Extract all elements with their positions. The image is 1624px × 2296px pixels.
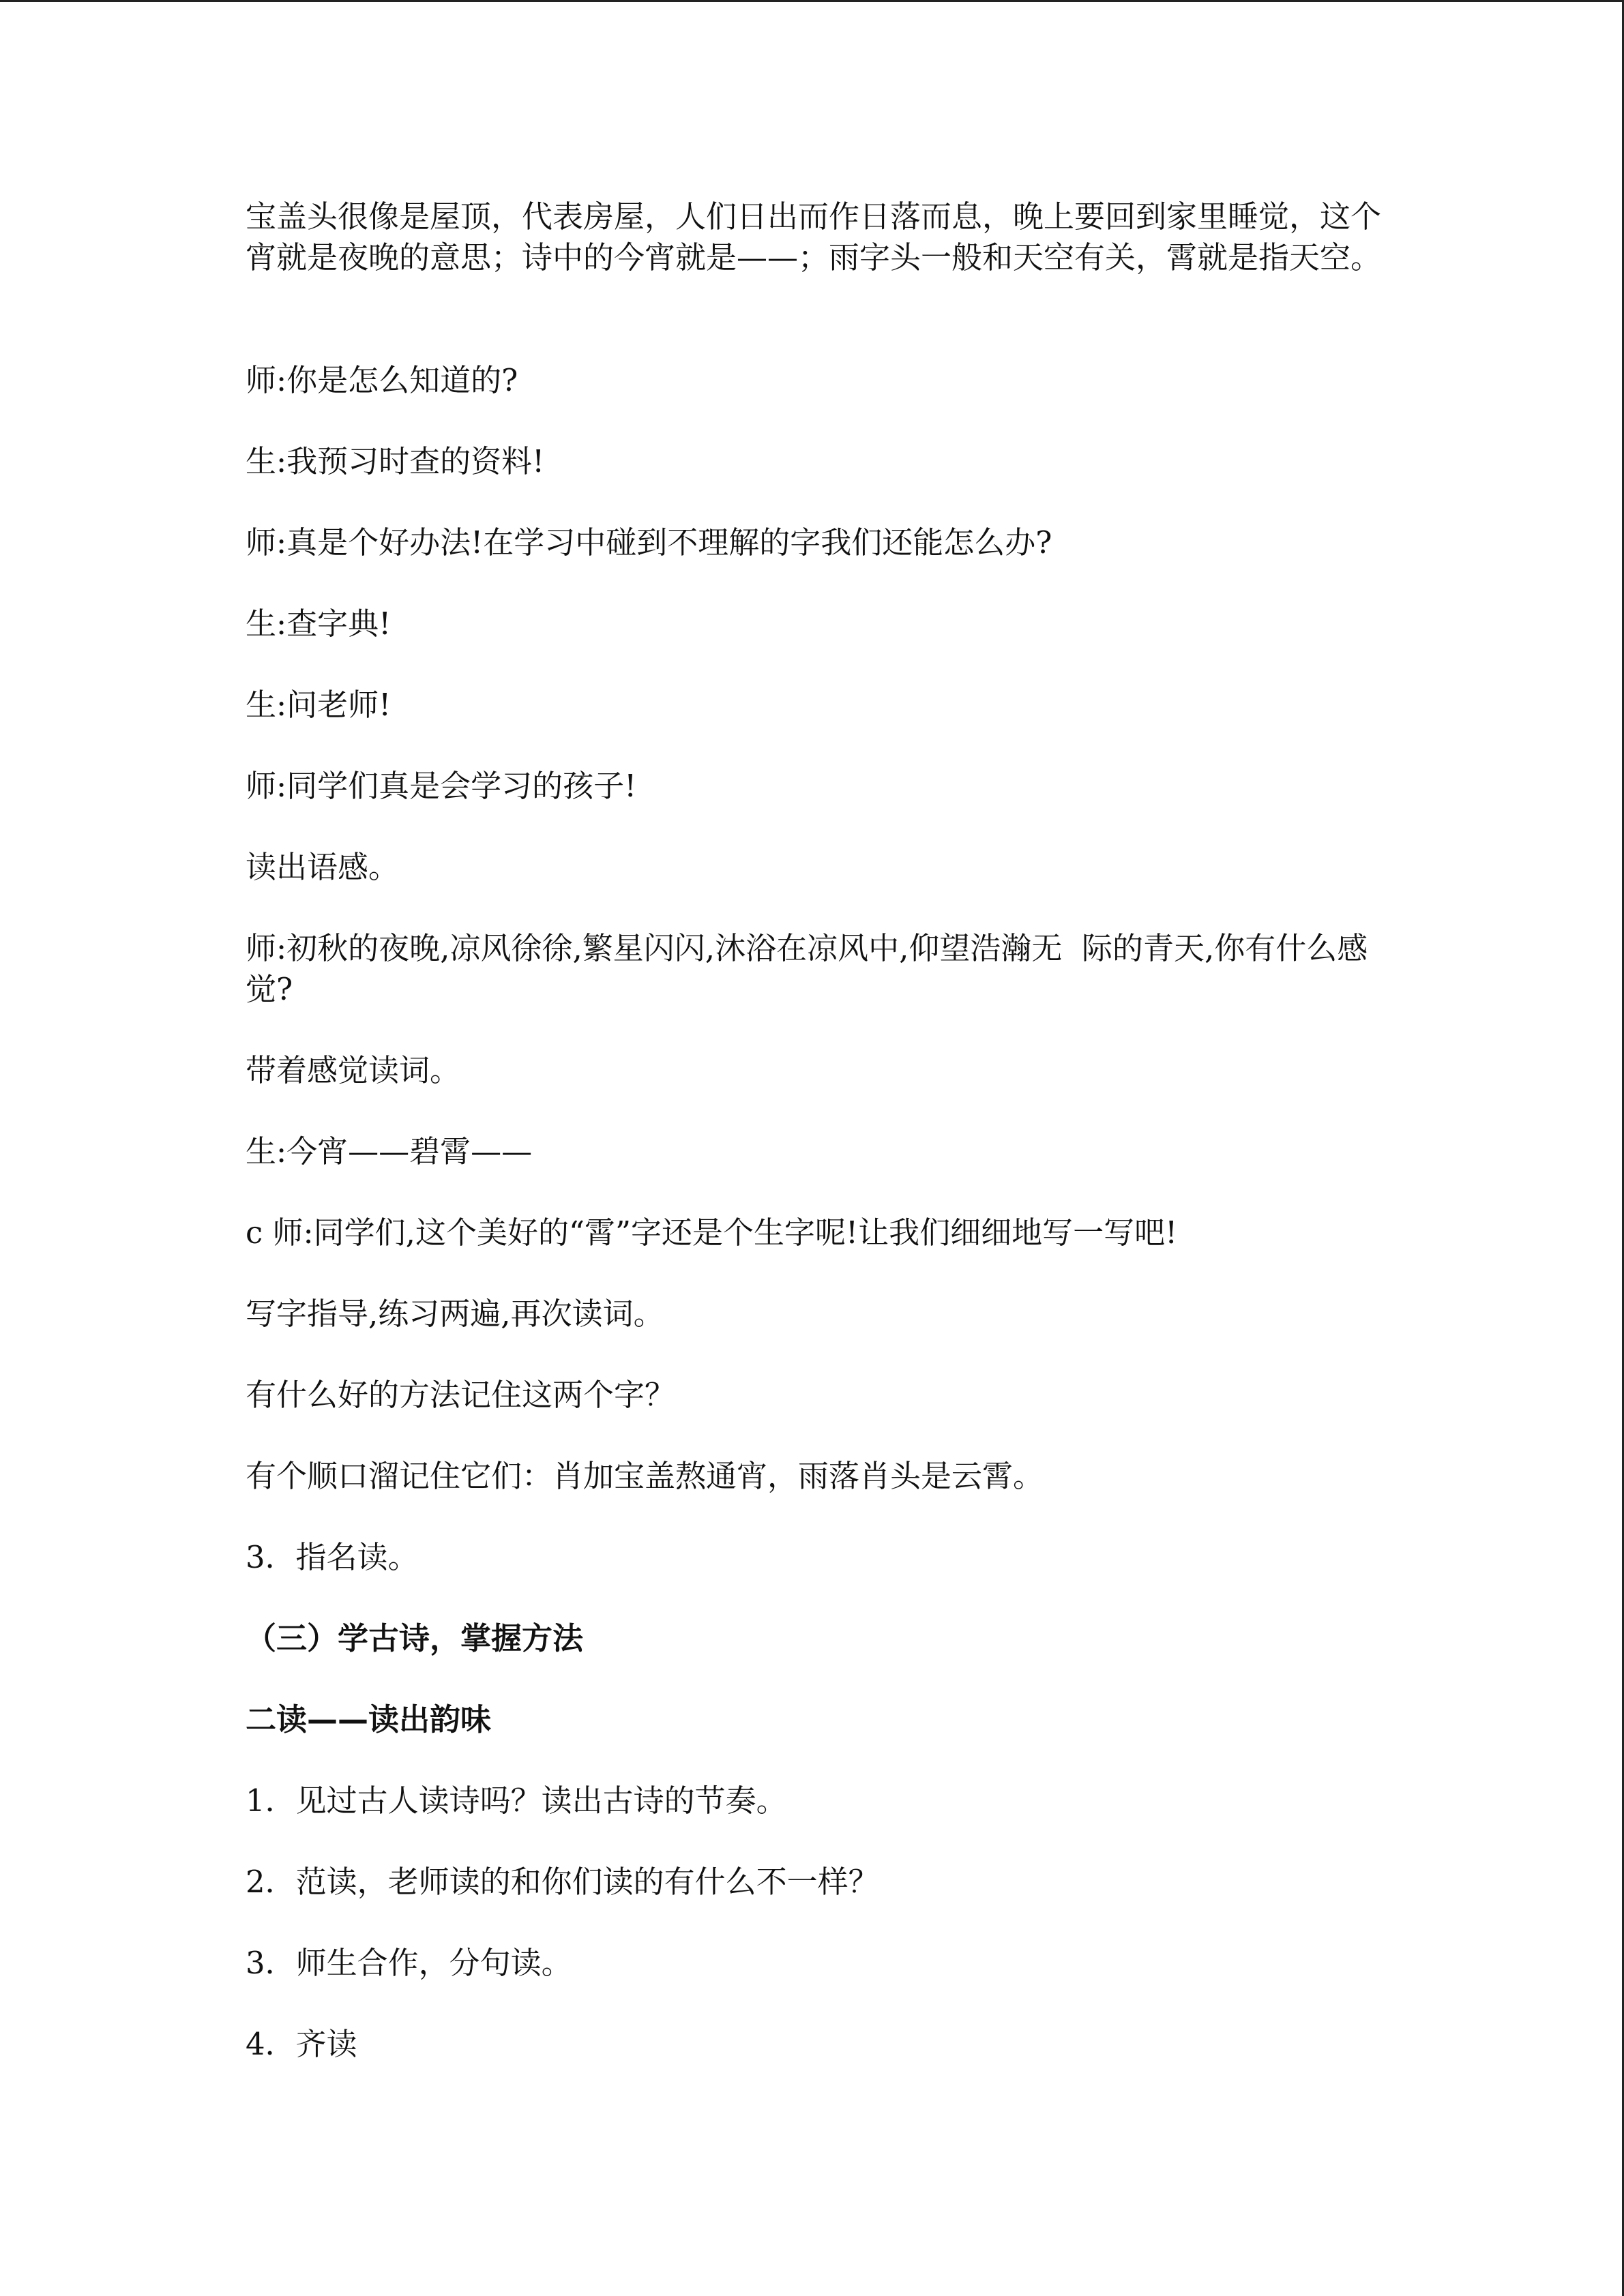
paragraph-read-words: 带着感觉读词。 bbox=[246, 1052, 461, 1088]
paragraph-teacher-night: 师:初秋的夜晚,凉风徐徐,繁星闪闪,沐浴在凉风中,仰望浩瀚无 际的青天,你有什么感觉? bbox=[246, 930, 1368, 1007]
paragraph-student-ask-teacher: 生:问老师! bbox=[246, 687, 392, 723]
paragraph-teacher-praise: 师:真是个好办法!在学习中碰到不理解的字我们还能怎么办? bbox=[246, 524, 1052, 561]
paragraph-memory-method: 有什么好的方法记住这两个字？ bbox=[246, 1377, 676, 1413]
paragraph-student-words: 生:今宵——碧霄—— bbox=[246, 1133, 533, 1169]
paragraph-student-answer: 生:我预习时查的资料! bbox=[246, 443, 545, 479]
step-item-4: 4．齐读 bbox=[246, 2026, 357, 2062]
step-item-1: 1．见过古人读诗吗？读出古诗的节奏。 bbox=[246, 1783, 787, 1819]
step-item-3: 3．师生合作，分句读。 bbox=[246, 1945, 572, 1981]
paragraph-read-feeling: 读出语感。 bbox=[246, 849, 400, 885]
paragraph-intro: 宝盖头很像是屋顶，代表房屋，人们日出而作日落而息，晚上要回到家里睡觉，这个宵就是夜晚的意思；诗中的今宵就是——；雨字头一般和天空有关，霄就是指天空。 bbox=[246, 198, 1382, 275]
paragraph-rhyme: 有个顺口溜记住它们：肖加宝盖熬通宵，雨落肖头是云霄。 bbox=[246, 1458, 1044, 1494]
step-item-2: 2．范读，老师读的和你们读的有什么不一样？ bbox=[246, 1864, 879, 1900]
document-body bbox=[246, 196, 1391, 2105]
paragraph-student-dictionary: 生:查字典! bbox=[246, 606, 392, 642]
paragraph-teacher-question: 师:你是怎么知道的? bbox=[246, 362, 518, 398]
paragraph-writing-guide: 写字指导,练习两遍,再次读词。 bbox=[246, 1296, 664, 1332]
subsection-heading: 二读——读出韵味 bbox=[246, 1701, 492, 1738]
paragraph-teacher-write: c 师:同学们,这个美好的“霄”字还是个生字呢!让我们细细地写一写吧! bbox=[246, 1214, 1178, 1251]
paragraph-name-reading: 3．指名读。 bbox=[246, 1539, 419, 1575]
section-heading: （三）学古诗，掌握方法 bbox=[246, 1620, 584, 1656]
paragraph-teacher-compliment: 师:同学们真是会学习的孩子! bbox=[246, 768, 637, 804]
